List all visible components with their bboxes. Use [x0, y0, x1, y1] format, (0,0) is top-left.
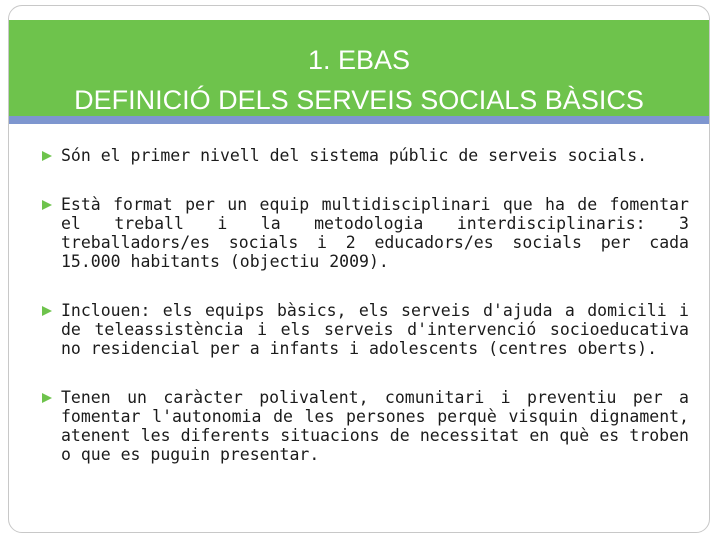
slide-title-line-2: DEFINICIÓ DELS SERVEIS SOCIALS BÀSICS [74, 85, 644, 115]
bullet-item [41, 146, 689, 165]
slide-title-line-1: 1. EBAS [307, 45, 411, 75]
bullet-text: Són el primer nivell del sistema públic de serveis socials. [61, 146, 648, 165]
triangle-bullet-icon [42, 200, 52, 210]
title-divider [9, 116, 709, 124]
slide [8, 5, 710, 533]
bullet-text: Tenen un caràcter polivalent, comunitari i preventiu per a fomentar l'autonomia de les persones perquè visquin dignament, atenent les diferents situacions de necessitat en què es troben o que es puguin presentar. [61, 388, 689, 464]
bullet-text: Està format per un equip multidisciplinari que ha de fomentar el treball i la metodologia interdisciplinaris: 3 treballadors/es socials i 2 educadors/es socials per cada 15.000 habitants (objectiu 2009). [61, 195, 689, 271]
bullet-item [41, 301, 689, 358]
bullet-item [41, 195, 689, 271]
bullet-list [41, 146, 689, 464]
bullet-item [41, 388, 689, 464]
triangle-bullet-icon [42, 393, 52, 403]
triangle-bullet-icon [42, 306, 52, 316]
triangle-bullet-icon [42, 151, 52, 161]
bullet-text: Inclouen: els equips bàsics, els serveis d'ajuda a domicili i de teleassistència i els serveis d'intervenció socioeducativa no residencial per a infants i adolescents (centres oberts). [61, 301, 689, 358]
